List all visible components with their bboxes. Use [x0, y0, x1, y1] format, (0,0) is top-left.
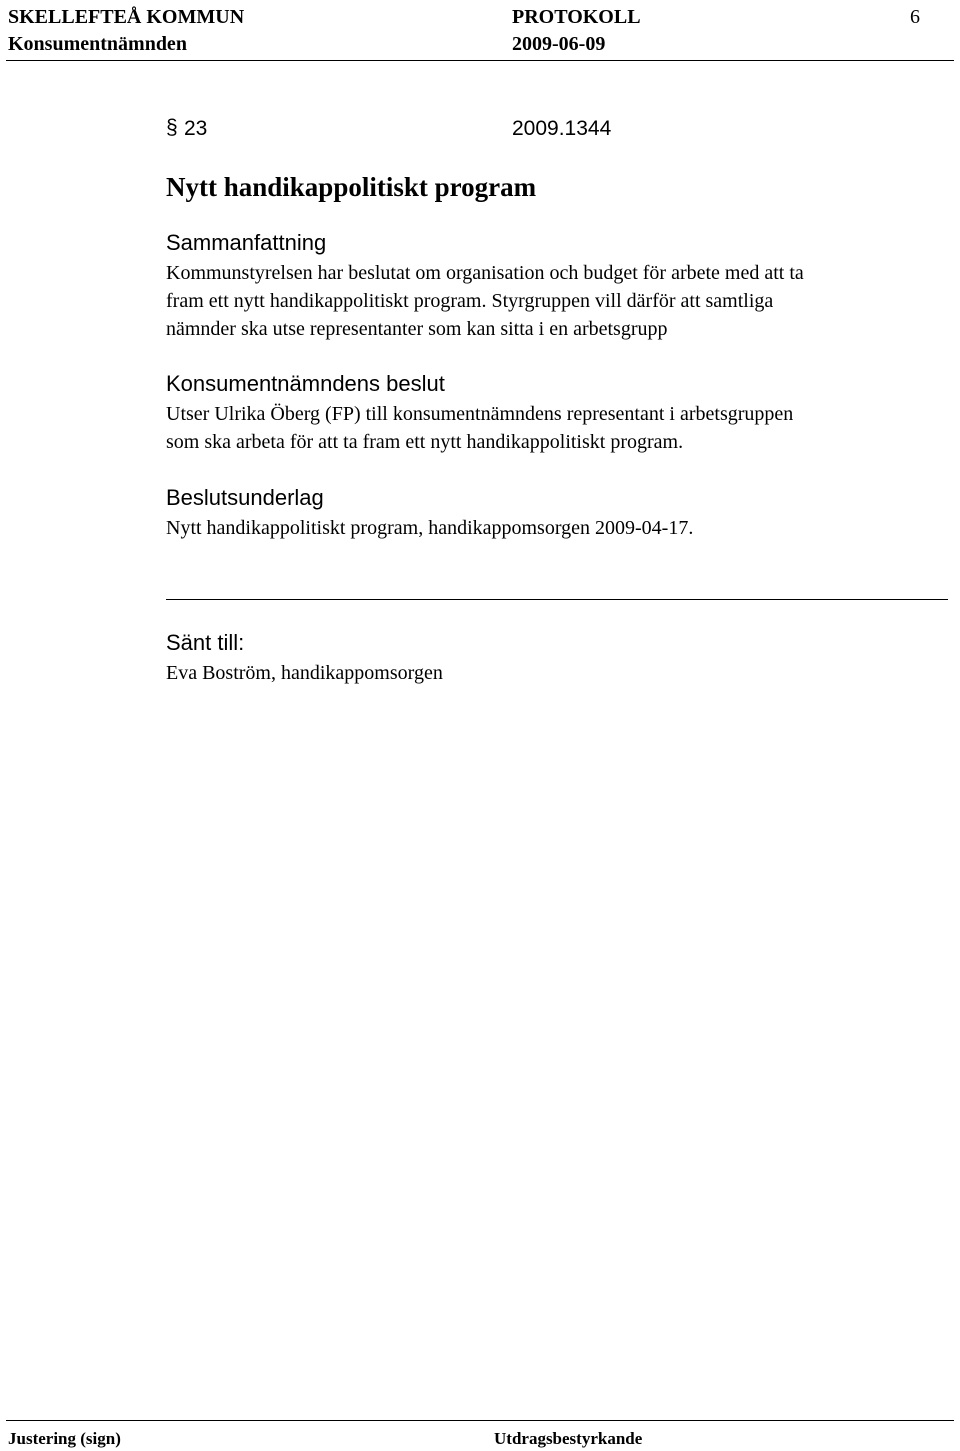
- document-type: PROTOKOLL: [512, 6, 641, 28]
- footer-divider: [6, 1420, 954, 1421]
- recipient-line: Eva Boström, handikappomsorgen: [166, 662, 443, 684]
- organization-name: SKELLEFTEÅ KOMMUN: [8, 6, 245, 28]
- section-heading-sent-to: Sänt till:: [166, 630, 245, 655]
- header-divider: [6, 60, 954, 61]
- signature-label: Justering (sign): [8, 1429, 121, 1448]
- section-heading-basis: Beslutsunderlag: [166, 485, 324, 510]
- summary-line: Kommunstyrelsen har beslutat om organisation och budget för arbete med att ta: [166, 262, 804, 284]
- summary-line: nämnder ska utse representanter som kan sitta i en arbetsgrupp: [166, 318, 668, 340]
- page-number: 6: [910, 6, 920, 28]
- decision-line: som ska arbeta för att ta fram ett nytt handikappolitiskt program.: [166, 431, 684, 453]
- paragraph-symbol: §: [166, 116, 178, 139]
- basis-line: Nytt handikappolitiskt program, handikappomsorgen 2009-04-17.: [166, 517, 694, 539]
- document-title: Nytt handikappolitiskt program: [166, 172, 537, 202]
- paragraph-number: 23: [184, 117, 208, 140]
- separator-line: [166, 599, 948, 600]
- extract-certification-label: Utdragsbestyrkande: [494, 1429, 643, 1448]
- decision-line: Utser Ulrika Öberg (FP) till konsumentnämndens representant i arbetsgruppen: [166, 403, 794, 425]
- department-name: Konsumentnämnden: [8, 33, 187, 55]
- section-heading-decision: Konsumentnämndens beslut: [166, 371, 445, 396]
- summary-line: fram ett nytt handikappolitiskt program. Styrgruppen vill därför att samtliga: [166, 290, 774, 312]
- case-number: 2009.1344: [512, 117, 612, 140]
- meeting-date: 2009-06-09: [512, 33, 606, 55]
- section-heading-summary: Sammanfattning: [166, 230, 327, 255]
